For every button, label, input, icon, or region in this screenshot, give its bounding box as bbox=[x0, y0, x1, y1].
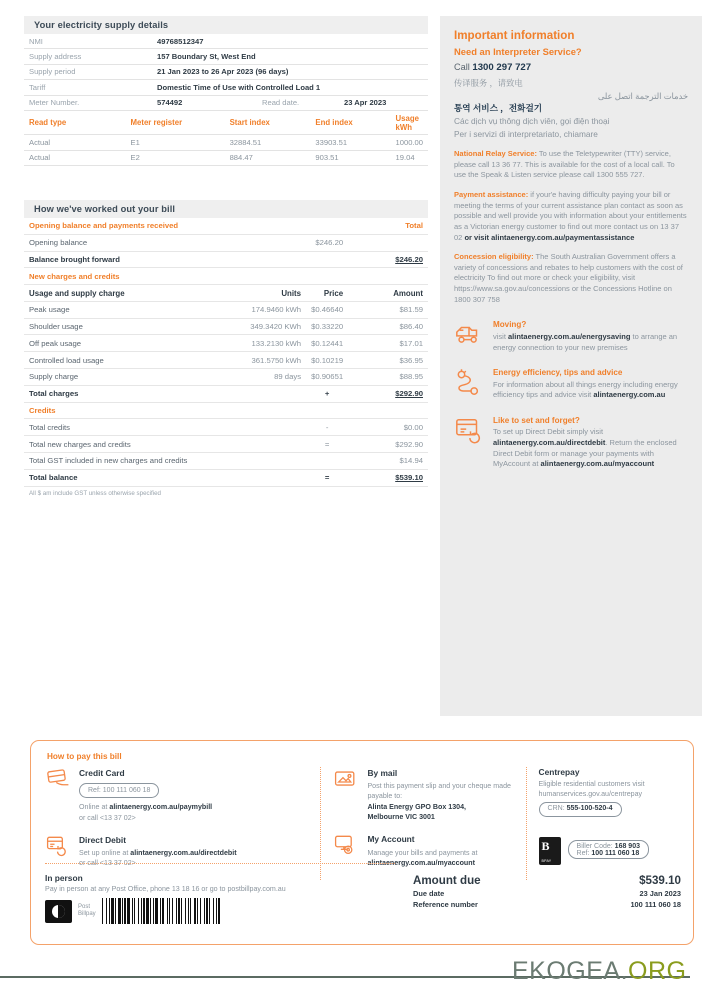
tip-energy-pre: For information about all things energy including energy efficiency tips and advice visit bbox=[493, 379, 678, 400]
centrepay-line2: humanservices.gov.au/centrepay bbox=[538, 790, 643, 799]
direct-debit-card-icon bbox=[454, 415, 484, 445]
charge-price: $0.90651 bbox=[306, 369, 348, 386]
relay-heading: National Relay Service: bbox=[454, 149, 537, 159]
important-information-panel bbox=[440, 16, 702, 716]
direct-debit-online-line bbox=[79, 848, 314, 858]
nmi-value: 49768512347 bbox=[152, 34, 428, 49]
table-row bbox=[24, 80, 428, 95]
charge-units: 89 days bbox=[184, 369, 306, 386]
centrepay-heading: Centrepay bbox=[538, 767, 580, 777]
meter-reads-table bbox=[24, 111, 428, 166]
col-meter-register: Meter register bbox=[126, 111, 225, 135]
supply-details-heading: Your electricity supply details bbox=[24, 16, 428, 34]
table-row bbox=[24, 436, 428, 453]
tip-debit-link2[interactable]: alintaenergy.com.au/myaccount bbox=[540, 459, 655, 469]
bpay-logo-glyph: B bbox=[541, 838, 550, 853]
charge-name: Off peak usage bbox=[24, 335, 184, 352]
charge-amount: $88.95 bbox=[348, 369, 428, 386]
amount-due-summary bbox=[413, 874, 681, 911]
power-plug-icon bbox=[454, 367, 484, 397]
by-mail-heading: By mail bbox=[367, 768, 398, 778]
supply-period-value: 21 Jan 2023 to 26 Apr 2023 (96 days) bbox=[152, 64, 428, 79]
total-balance-sign: = bbox=[306, 469, 348, 486]
credit-card-heading: Credit Card bbox=[79, 768, 125, 778]
centrepay-body bbox=[539, 779, 681, 821]
charge-name: Supply charge bbox=[24, 369, 184, 386]
bpay-block bbox=[539, 837, 681, 865]
post-label-2: Billpay bbox=[78, 911, 96, 917]
credit-card-phone-line: or call <13 37 02> bbox=[79, 813, 136, 822]
tariff-value: Domestic Time of Use with Controlled Load 1 bbox=[152, 80, 428, 95]
in-person-barcode-row bbox=[45, 898, 395, 924]
crn-label: CRN: bbox=[547, 805, 567, 813]
direct-debit-pre: Set up online at bbox=[79, 849, 131, 858]
total-credits-value: $0.00 bbox=[348, 419, 428, 436]
watermark-part2: ORG bbox=[628, 957, 687, 985]
tip-moving-heading: Moving? bbox=[493, 320, 527, 330]
by-mail-body bbox=[367, 767, 519, 822]
post-label-1: Post bbox=[78, 903, 91, 910]
bpay-logo-text: BPAY bbox=[541, 858, 552, 863]
table-row bbox=[24, 352, 428, 369]
payment-options-box bbox=[30, 740, 694, 945]
bpay-ref-value: 100 111 060 18 bbox=[591, 849, 640, 857]
table-row bbox=[24, 234, 428, 251]
interpreter-phone: 1300 297 727 bbox=[472, 61, 532, 73]
in-person-text: Pay in person at any Post Office, phone 13 18 16 or go to postbillpay.com.au bbox=[45, 885, 286, 893]
due-date-label: Due date bbox=[413, 889, 445, 898]
opening-balance-value: $246.20 bbox=[306, 234, 348, 251]
read-date-label: Read date. bbox=[257, 95, 339, 110]
table-row bbox=[24, 95, 428, 110]
opening-balance-label: Opening balance bbox=[24, 234, 306, 251]
by-mail-line2: Alinta Energy GPO Box 1304, bbox=[367, 802, 466, 811]
tip-energy-body bbox=[493, 367, 688, 401]
table-row bbox=[24, 419, 428, 436]
direct-debit-phone-line: or call <13 37 02> bbox=[79, 859, 136, 868]
biller-code-value: 168 903 bbox=[614, 842, 640, 850]
payment-barcode bbox=[102, 898, 221, 924]
start-index: 884.47 bbox=[225, 150, 311, 165]
charge-price: $0.10219 bbox=[306, 352, 348, 369]
table-row bbox=[24, 64, 428, 79]
important-information-title: Important information bbox=[454, 29, 575, 42]
table-row bbox=[24, 135, 428, 150]
nmi-label: NMI bbox=[24, 34, 152, 49]
national-relay-paragraph bbox=[454, 149, 688, 181]
table-row bbox=[24, 150, 428, 165]
table-row bbox=[24, 452, 428, 469]
total-charges-value: $292.90 bbox=[348, 385, 428, 402]
tariff-label: Tariff bbox=[24, 80, 152, 95]
charge-units: 133.2130 kWh bbox=[184, 335, 306, 352]
payment-by-mail bbox=[333, 767, 519, 822]
brought-forward-label: Balance brought forward bbox=[24, 251, 348, 268]
by-mail-line1: Post this payment slip and your cheque made payable to: bbox=[367, 782, 511, 801]
amount-due-value: $539.10 bbox=[639, 874, 681, 887]
concession-heading: Concession eligibility: bbox=[454, 252, 534, 262]
supply-details-table bbox=[24, 34, 428, 111]
bpay-ref-label: Ref: bbox=[576, 849, 592, 857]
assistance-link[interactable]: or visit alintaenergy.com.au/paymentassistance bbox=[464, 232, 635, 242]
opening-section-label: Opening balance and payments received bbox=[24, 218, 348, 234]
direct-debit-heading: Direct Debit bbox=[79, 834, 127, 845]
read-type: Actual bbox=[24, 135, 126, 150]
in-person-heading: In person bbox=[45, 873, 83, 883]
credit-card-link[interactable]: alintaenergy.com.au/paymybill bbox=[109, 803, 213, 812]
gst-value: $14.94 bbox=[348, 452, 428, 469]
interpreter-arabic: خدمات الترجمة اتصل على bbox=[597, 90, 688, 101]
supply-address-label: Supply address bbox=[24, 49, 152, 64]
total-charges-label: Total charges bbox=[24, 385, 306, 402]
supply-address-value: 157 Boundary St, West End bbox=[152, 49, 428, 64]
col-read-type: Read type bbox=[24, 111, 126, 135]
payment-assistance-paragraph bbox=[454, 190, 688, 243]
my-account-monitor-icon bbox=[333, 833, 359, 857]
by-mail-line3: Melbourne VIC 3001 bbox=[367, 813, 435, 822]
table-row bbox=[24, 301, 428, 318]
total-balance-value: $539.10 bbox=[348, 469, 428, 486]
tip-debit-heading: Like to set and forget? bbox=[493, 415, 580, 425]
total-balance-row bbox=[24, 469, 428, 486]
amount-due-row bbox=[413, 874, 681, 887]
usage-kwh: 19.04 bbox=[391, 150, 428, 165]
bill-footnote: All $ am include GST unless otherwise specified bbox=[29, 489, 161, 497]
col-start-index: Start index bbox=[225, 111, 311, 135]
credits-section-row bbox=[24, 402, 428, 419]
amount-due-label: Amount due bbox=[413, 874, 481, 887]
charge-price: $0.12441 bbox=[306, 335, 348, 352]
my-account-link[interactable]: alintaenergy.com.au/myaccount bbox=[367, 858, 475, 867]
payment-credit-card bbox=[45, 767, 314, 823]
read-type: Actual bbox=[24, 150, 126, 165]
opening-section-row bbox=[24, 218, 428, 234]
table-header-row bbox=[24, 111, 428, 135]
tip-debit-post: . Return the enclosed Direct Debit form or manage your payments with MyAccount at bbox=[493, 438, 677, 469]
col-price: Price bbox=[306, 285, 348, 302]
tip-direct-debit bbox=[454, 415, 688, 470]
assistance-heading: Payment assistance: bbox=[454, 189, 529, 199]
my-account-heading: My Account bbox=[367, 834, 415, 845]
meter-number-label: Meter Number. bbox=[24, 95, 152, 110]
charge-amount: $36.95 bbox=[348, 352, 428, 369]
table-row bbox=[24, 369, 428, 386]
watermark bbox=[512, 957, 687, 986]
tip-moving-post: to arrange an energy connection to your new premises bbox=[493, 331, 678, 352]
charge-price: $0.46640 bbox=[306, 301, 348, 318]
interpreter-italian: Per i servizi di interpretariato, chiamare bbox=[454, 128, 598, 139]
table-row bbox=[24, 335, 428, 352]
credits-section-label: Credits bbox=[24, 402, 428, 419]
concession-paragraph bbox=[454, 252, 688, 305]
charge-name: Shoulder usage bbox=[24, 318, 184, 335]
mail-envelope-icon bbox=[333, 767, 359, 791]
relay-text: To use the Teletypewriter (TTY) service, please call 13 36 77. This is available for the cost of a local call. To use the Speak & Listen service please call 1300 555 727. bbox=[454, 149, 675, 180]
tip-energy-heading: Energy efficiency, tips and advice bbox=[493, 368, 623, 378]
tip-moving-body bbox=[493, 319, 688, 353]
credit-card-body bbox=[79, 767, 314, 823]
total-column-header: Total bbox=[348, 218, 428, 234]
direct-debit-link[interactable]: alintaenergy.com.au/directdebit bbox=[130, 849, 237, 858]
bpay-logo-icon bbox=[539, 837, 561, 865]
reference-number-row bbox=[413, 900, 681, 909]
due-date-value: 23 Jan 2023 bbox=[639, 889, 681, 898]
total-credits-sign: - bbox=[306, 419, 348, 436]
charge-name: Peak usage bbox=[24, 301, 184, 318]
charge-units: 361.5750 kWh bbox=[184, 352, 306, 369]
my-account-line1: Manage your bills and payments at bbox=[367, 848, 478, 857]
in-person-section bbox=[45, 863, 395, 924]
col-units: Units bbox=[184, 285, 306, 302]
bill-table bbox=[24, 218, 428, 487]
end-index: 33903.51 bbox=[310, 135, 390, 150]
payment-column-right bbox=[526, 767, 681, 880]
read-date-value: 23 Apr 2023 bbox=[339, 95, 428, 110]
biller-code-label: Biller Code: bbox=[576, 842, 615, 850]
meter-register: E1 bbox=[126, 135, 225, 150]
tip-debit-body bbox=[493, 415, 688, 470]
tip-energy-efficiency bbox=[454, 367, 688, 401]
centrepay-crn-pill bbox=[539, 802, 622, 817]
reference-number-value: 100 111 060 18 bbox=[630, 900, 681, 909]
new-charges-section-label: New charges and credits bbox=[24, 268, 428, 285]
col-amount: Amount bbox=[348, 285, 428, 302]
total-new-value: $292.90 bbox=[348, 436, 428, 453]
interpreter-korean: 통역 서비스 ，전화걸기 bbox=[454, 103, 543, 114]
call-prefix: Call bbox=[454, 61, 473, 72]
bpay-details-pill bbox=[568, 840, 649, 859]
concession-text: The South Australian Government offers a variety of concessions and rebates to help customers with the cost of electricity To find out more or check your eligibility, visit https://www.sa.gov.au/concessions or the Concessions Hotline on 1800 307 758 bbox=[454, 252, 683, 304]
interpreter-vietnamese: Các dịch vụ thông dịch viên, gọi điện thoại bbox=[454, 116, 610, 127]
charge-amount: $86.40 bbox=[348, 318, 428, 335]
usage-kwh: 1000.00 bbox=[391, 135, 428, 150]
total-balance-label: Total balance bbox=[24, 469, 306, 486]
charges-header-row bbox=[24, 285, 428, 302]
brought-forward-row bbox=[24, 251, 428, 268]
bill-breakdown-section bbox=[24, 200, 428, 497]
watermark-part1: EKOGEA. bbox=[512, 957, 629, 985]
table-row bbox=[24, 49, 428, 64]
gst-label: Total GST included in new charges and credits bbox=[24, 452, 348, 469]
charge-units: 174.9460 kWh bbox=[184, 301, 306, 318]
table-row bbox=[24, 34, 428, 49]
charge-amount: $17.01 bbox=[348, 335, 428, 352]
new-charges-section-row bbox=[24, 268, 428, 285]
bill-heading: How we've worked out your bill bbox=[24, 200, 428, 218]
assistance-text: if your'e having difficulty paying your bill or meeting the terms of your current assistance plan contact as soon as possible and well provide you with information about your entitlements as a Victorian energy customer to find out more contact us on 13 37 02 bbox=[454, 189, 687, 242]
tip-moving-link[interactable]: alintaenergy.com.au/energysaving bbox=[508, 331, 631, 341]
meter-register: E2 bbox=[126, 150, 225, 165]
centrepay-line1: Eligible residential customers visit bbox=[538, 780, 645, 788]
credit-card-online-pre: Online at bbox=[79, 803, 110, 812]
interpreter-chinese: 传译服务 ，请致电 bbox=[454, 78, 523, 89]
supply-period-label: Supply period bbox=[24, 64, 152, 79]
post-billpay-logo-icon bbox=[45, 900, 72, 923]
table-row bbox=[24, 318, 428, 335]
meter-number-value: 574492 bbox=[152, 95, 257, 110]
credit-card-ref-pill: Ref: 100 111 060 18 bbox=[79, 783, 159, 798]
charge-price: $0.33220 bbox=[306, 318, 348, 335]
end-index: 903.51 bbox=[310, 150, 390, 165]
interpreter-call-line bbox=[454, 61, 688, 75]
interpreter-subtitle: Need an Interpreter Service? bbox=[454, 46, 582, 58]
credit-card-online-line bbox=[79, 802, 314, 812]
charge-name: Controlled load usage bbox=[24, 352, 184, 369]
start-index: 32884.51 bbox=[225, 135, 311, 150]
reference-number-label: Reference number bbox=[413, 900, 478, 909]
col-end-index: End index bbox=[310, 111, 390, 135]
brought-forward-value: $246.20 bbox=[348, 251, 428, 268]
tip-moving bbox=[454, 319, 688, 353]
charge-amount: $81.59 bbox=[348, 301, 428, 318]
col-usage-kwh: Usage kWh bbox=[391, 111, 428, 135]
payment-box-title: How to pay this bill bbox=[47, 752, 122, 761]
total-new-sign: = bbox=[306, 436, 348, 453]
total-new-label: Total new charges and credits bbox=[24, 436, 306, 453]
left-column bbox=[24, 16, 428, 497]
col-usage-charge: Usage and supply charge bbox=[24, 285, 184, 302]
direct-debit-icon bbox=[45, 834, 71, 858]
tip-debit-pre: To set up Direct Debit simply visit bbox=[493, 427, 604, 437]
due-date-row bbox=[413, 889, 681, 898]
moving-truck-icon bbox=[454, 319, 484, 349]
credit-card-hand-icon bbox=[45, 767, 71, 791]
crn-value: 555-100-520-4 bbox=[566, 805, 613, 813]
post-billpay-label bbox=[78, 904, 96, 919]
tip-moving-pre: visit bbox=[493, 331, 508, 341]
total-charges-row bbox=[24, 385, 428, 402]
tip-energy-link[interactable]: alintaenergy.com.au bbox=[593, 390, 666, 400]
tip-debit-link[interactable]: alintaenergy.com.au/directdebit bbox=[493, 438, 606, 448]
charge-units: 349.3420 KWh bbox=[184, 318, 306, 335]
total-charges-sign: + bbox=[306, 385, 348, 402]
total-credits-label: Total credits bbox=[24, 419, 306, 436]
